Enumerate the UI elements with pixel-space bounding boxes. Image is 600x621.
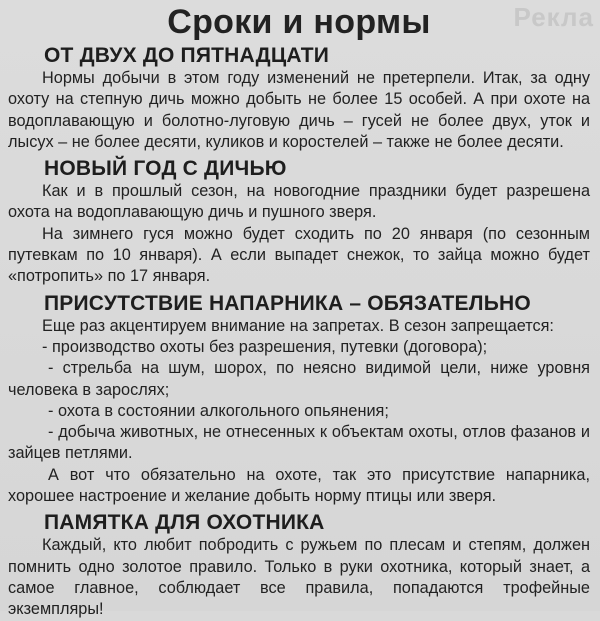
section-memo <box>8 511 590 620</box>
section-heading: ПРИСУТСТВИЕ НАПАРНИКА – ОБЯЗАТЕЛЬНО <box>44 291 531 315</box>
section-heading: ОТ ДВУХ ДО ПЯТНАДЦАТИ <box>44 44 330 67</box>
list-item: - стрельба на шум, шорох, по неясно видимой цели, ниже уровня человека в зарослях; <box>8 359 590 399</box>
section-new-year <box>8 157 590 287</box>
section-partner <box>8 292 590 508</box>
article-title: Сроки и нормы <box>167 3 431 41</box>
paragraph: А вот что обязательно на охоте, так это присутствие напарника, хорошее настроение и желание добыть норму птицы или зверя. <box>8 465 590 506</box>
section-heading: НОВЫЙ ГОД С ДИЧЬЮ <box>44 157 287 181</box>
list-item: - добыча животных, не отнесенных к объектам охоты, отлов фазанов и зайцев петлями. <box>8 423 590 463</box>
section-limits <box>8 44 590 153</box>
paragraph: Каждый, кто любит побродить с ружьем по плесам и степям, должен помнить одно золотое правило. Только в руки охотника, который знает, а самое главное, соблюдает все правила, попадаются трофейные экземпляры! <box>8 536 590 619</box>
paragraph: Как и в прошлый сезон, на новогодние праздники будет разрешена охота на водоплавающую дичь и пушного зверя. <box>8 182 590 222</box>
section-heading: ПАМЯТКА ДЛЯ ОХОТНИКА <box>44 511 325 535</box>
paragraph: Нормы добычи в этом году изменений не претерпели. Итак, за одну охоту на степную дичь можно добыть не более 15 особей. А при охоте на водоплавающую и болотно-луговую дичь – гусей не более двух, уток и лысух – не более десяти, куликов и коростелей – также не более десяти. <box>8 69 590 151</box>
bleed-through-text: Рекла <box>513 2 594 32</box>
paragraph: Еще раз акцентируем внимание на запретах. В сезон запрещается: <box>42 316 554 335</box>
list-item: - охота в состоянии алкогольного опьянения; <box>48 401 389 420</box>
paragraph: На зимнего гуся можно будет сходить по 20 января (по сезонным путевкам по 10 января). А если выпадет снежок, то зайца можно будет «потропить» по 17 января. <box>8 224 590 286</box>
list-item: - производство охоты без разрешения, путевки (договора); <box>42 337 488 356</box>
